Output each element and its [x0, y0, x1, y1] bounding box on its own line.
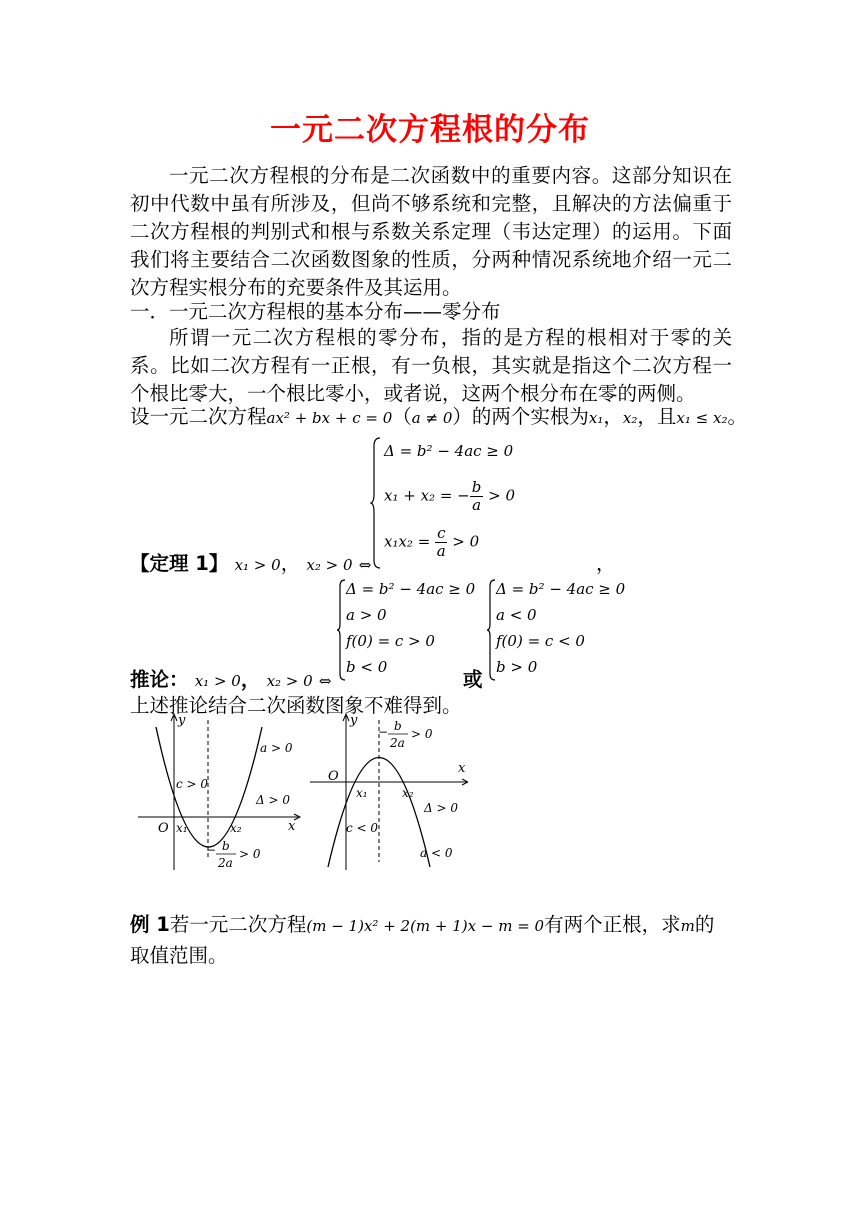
- corollary-brace-2: [486, 578, 496, 682]
- y-label: y: [350, 713, 358, 728]
- theorem1-lhs1: x₁ > 0: [234, 556, 281, 574]
- theorem1-row-delta: Δ = b² − 4ac ≥ 0: [384, 442, 514, 460]
- x-label: x: [458, 761, 466, 776]
- corollary2-row-f0: f(0) = c < 0: [496, 632, 585, 650]
- vertex-denominator: 2a: [218, 856, 233, 870]
- vertex-numerator: b: [394, 719, 402, 733]
- setup-equation: ax² + bx + c = 0: [266, 409, 393, 427]
- setup-line: 设一元二次方程ax² + bx + c = 0（a ≠ 0）的两个实根为x₁，x₂，且x₁ ≤ x₂。: [130, 405, 747, 428]
- corollary-line: 推论： x₁ > 0， x₂ > 0 ⇔: [130, 668, 332, 691]
- y-label: y: [178, 713, 186, 728]
- setup-prefix: 设一元二次方程: [130, 405, 267, 428]
- origin-label: O: [328, 769, 339, 784]
- corollary1-row-b: b < 0: [346, 658, 388, 676]
- corollary-or: 或: [463, 668, 483, 691]
- vertex-numerator: b: [222, 839, 230, 853]
- corollary1-row-f0: f(0) = c > 0: [346, 632, 435, 650]
- fraction-b-over-a: $\frac{b}{a}$: [471, 478, 482, 514]
- x1-label: x₁: [176, 821, 188, 835]
- example-1: 例 1若一元二次方程(m − 1)x² + 2(m + 1)x − m = 0有两个正根，求m的取值范围。: [130, 913, 715, 967]
- x1-label: x₁: [356, 786, 368, 800]
- corollary-brace-1: [336, 578, 346, 682]
- intro-paragraph: 一元二次方程根的分布是二次函数中的重要内容。这部分知识在初中代数中虽有所涉及，但尚不够系统和完整，且解决的方法偏重于二次方程根的判别式和根与系数关系定理（韦达定理）的运用。下面我们将主要结合二次函数图象的性质，分两种情况系统地介绍一元二次方程实根分布的充要条件及其运用。: [130, 164, 732, 299]
- setup-and: ，且: [637, 405, 677, 428]
- setup-condition: a ≠ 0: [411, 409, 453, 427]
- example-1-equation: (m − 1)x² + 2(m + 1)x − m = 0: [306, 917, 545, 935]
- theorem1-lhs2: x₂ > 0: [306, 556, 353, 574]
- corollary-label: 推论：: [130, 668, 189, 691]
- corollary-lhs2: x₂ > 0: [266, 672, 313, 690]
- graph-downward-parabola: [308, 712, 468, 872]
- vertex-denominator: 2a: [390, 736, 405, 750]
- corollary-lhs1: x₁ > 0: [194, 672, 241, 690]
- corollary2-row-a: a < 0: [496, 606, 537, 624]
- example-1-variable: m: [680, 917, 695, 935]
- theorem1-brace: [370, 436, 382, 570]
- corollary-system-1: [336, 578, 476, 682]
- parabola-curve: [156, 727, 262, 847]
- svg-text:−: −: [206, 843, 217, 857]
- section-heading: 一．一元二次方程根的基本分布——零分布: [130, 300, 501, 323]
- graph-upward-parabola: [138, 712, 308, 872]
- setup-order: x₁ ≤ x₂: [676, 409, 728, 427]
- a-condition: a < 0: [420, 846, 453, 860]
- c-condition: c > 0: [176, 777, 209, 791]
- theorem1-label: 【定理 1】: [130, 552, 229, 575]
- corollary-iff: ⇔: [318, 672, 332, 690]
- setup-end: 。: [727, 405, 747, 428]
- theorem1-iff: ⇔: [358, 556, 372, 574]
- vertex-relation: > 0: [239, 847, 261, 861]
- fraction-c-over-a: $\frac{c}{a}$: [436, 524, 446, 560]
- setup-mid: 的两个实根为: [471, 405, 589, 428]
- setup-x1: x₁: [588, 409, 604, 427]
- theorem1-tail: ，: [596, 552, 616, 575]
- page-title: 一元二次方程根的分布: [270, 112, 590, 148]
- origin-label: O: [158, 821, 169, 836]
- delta-condition: Δ > 0: [256, 793, 290, 807]
- x2-label: x₂: [402, 786, 414, 800]
- theorem1-system: [370, 436, 570, 570]
- corollary-system-2: [486, 578, 626, 682]
- setup-x2: x₂: [622, 409, 638, 427]
- c-condition: c < 0: [346, 821, 379, 835]
- theorem1-row-sum: x₁ + x₂ = − $\frac{b}{a}$ > 0: [384, 478, 516, 514]
- svg-text:−: −: [378, 725, 389, 739]
- zero-distribution-paragraph: 所谓一元二次方程根的零分布，指的是方程的根相对于零的关系。比如二次方程有一正根，有一负根，其实就是指这个二次方程一个根比零大，一个根比零小，或者说，这两个根分布在零的两侧。: [130, 326, 732, 405]
- theorem1-row-product: x₁x₂ = $\frac{c}{a}$ > 0: [384, 524, 480, 560]
- corollary1-row-a: a > 0: [346, 606, 387, 624]
- corollary1-row-delta: Δ = b² − 4ac ≥ 0: [346, 580, 476, 598]
- a-condition: a > 0: [260, 741, 293, 755]
- example-1-label: 例 1: [130, 913, 170, 936]
- x-label: x: [288, 819, 296, 834]
- corollary2-row-delta: Δ = b² − 4ac ≥ 0: [496, 580, 626, 598]
- vertex-relation: > 0: [411, 727, 433, 741]
- corollary2-row-b: b > 0: [496, 658, 538, 676]
- graph-intro-line: 上述推论结合二次函数图象不难得到。: [130, 694, 462, 717]
- x2-label: x₂: [230, 821, 242, 835]
- theorem1-line: 【定理 1】 x₁ > 0， x₂ > 0 ⇔: [130, 552, 372, 575]
- delta-condition: Δ > 0: [424, 801, 458, 815]
